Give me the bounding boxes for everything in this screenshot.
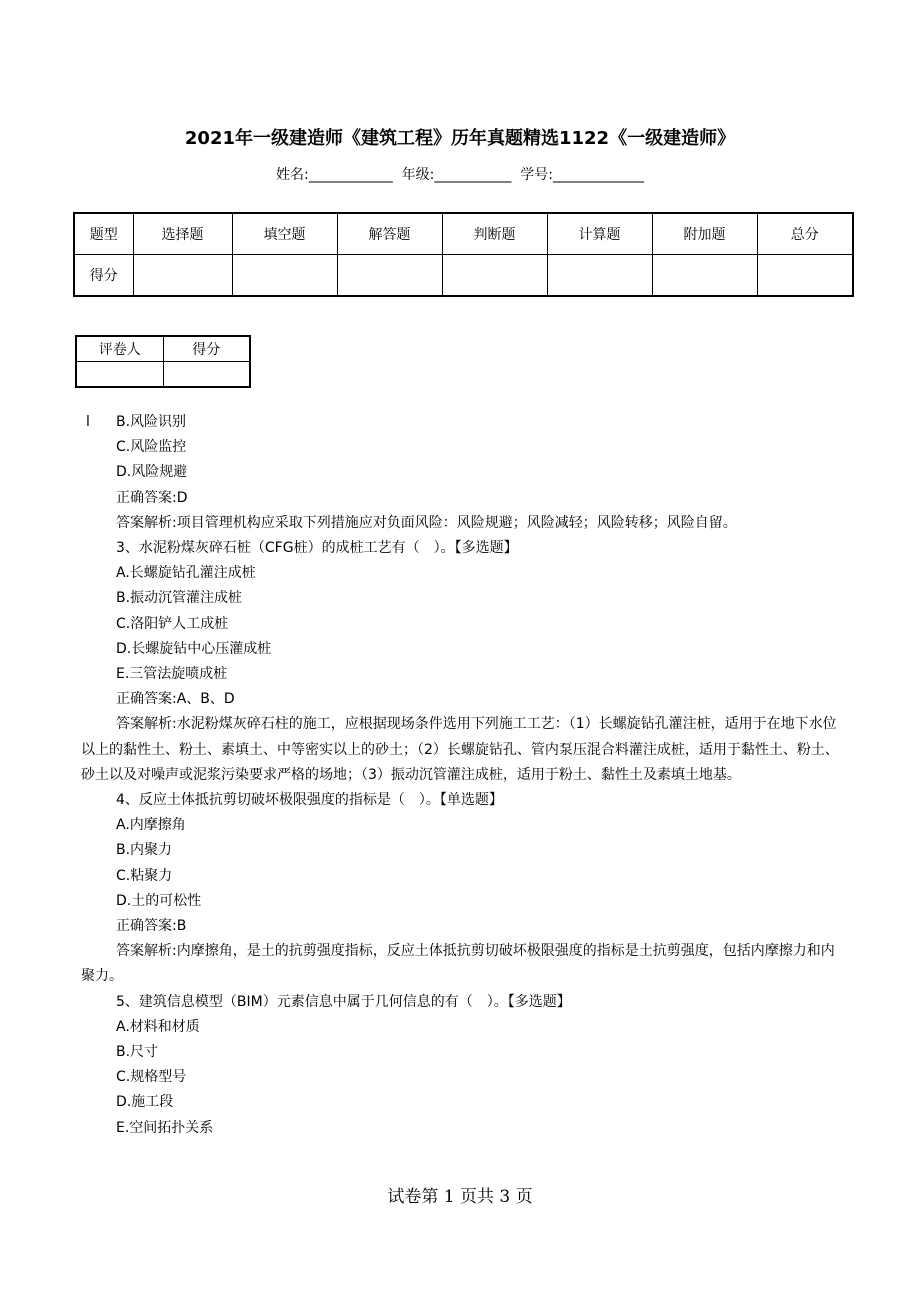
student-info-line: 姓名:____________ 年级:___________ 学号:_____________ <box>276 167 644 183</box>
option-line: B.尺寸 <box>116 1044 159 1061</box>
option-line: D.长螺旋钻中心压灌成桩 <box>116 640 272 657</box>
score-header-cell: 判断题 <box>442 213 547 255</box>
score-header-cell: 填空题 <box>232 213 337 255</box>
score-header-cell: 总分 <box>757 213 853 255</box>
score-table-score-row <box>74 255 853 297</box>
score-table-header-row <box>74 213 853 255</box>
option-line: D.施工段 <box>116 1094 174 1111</box>
option-line: E.三管法旋喷成桩 <box>116 666 228 683</box>
option-line: C.风险监控 <box>116 439 187 456</box>
option-line: B.振动沉管灌注成桩 <box>116 590 243 607</box>
option-line: A.材料和材质 <box>116 1018 200 1035</box>
question-line: 3、水泥粉煤灰碎石桩（CFG桩）的成桩工艺有（ ）。【多选题】 <box>116 540 518 557</box>
score-header-cell: 题型 <box>74 213 133 255</box>
option-line: D.风险规避 <box>116 464 188 481</box>
score-header-cell: 计算题 <box>547 213 652 255</box>
question-content <box>81 410 841 1141</box>
score-header-cell: 选择题 <box>133 213 232 255</box>
explanation-line: 答案解析:项目管理机构应采取下列措施应对负面风险：风险规避；风险减轻；风险转移；风险自留。 <box>116 514 737 531</box>
score-table <box>73 212 854 297</box>
answer-line: 正确答案:B <box>116 918 187 935</box>
option-line: C.规格型号 <box>116 1069 187 1086</box>
score-cell <box>547 255 652 297</box>
grader-table <box>75 335 251 388</box>
option-line: C.洛阳铲人工成桩 <box>116 615 229 632</box>
page-footer: 试卷第 1 页共 3 页 <box>387 1187 533 1207</box>
option-line: D.土的可松性 <box>116 892 202 909</box>
explanation-line: 答案解析:内摩擦角，是土的抗剪强度指标，反应土体抵抗剪切破坏极限强度的指标是土抗剪强度，包括内摩擦力和内聚力。 <box>81 943 835 985</box>
question-line: 5、建筑信息模型（BIM）元素信息中属于几何信息的有（ ）。【多选题】 <box>116 993 571 1010</box>
grader-cell <box>76 362 163 388</box>
option-line: B.风险识别 <box>116 414 187 430</box>
score-cell <box>337 255 442 297</box>
score-cell <box>232 255 337 297</box>
score-header-cell: 附加题 <box>652 213 757 255</box>
option-line: C.粘聚力 <box>116 867 173 884</box>
margin-marker: l <box>86 414 90 430</box>
answer-line: 正确答案:A、B、D <box>116 691 235 708</box>
option-line: A.长螺旋钻孔灌注成桩 <box>116 565 256 582</box>
answer-line: 正确答案:D <box>116 489 188 506</box>
score-cell <box>757 255 853 297</box>
grader-table-header-row <box>76 336 250 362</box>
exam-title: 2021年一级建造师《建筑工程》历年真题精选1122《一级建造师》 <box>184 128 736 149</box>
question-line: 4、反应土体抵抗剪切破坏极限强度的指标是（ ）。【单选题】 <box>116 792 503 809</box>
option-line: A.内摩擦角 <box>116 817 186 834</box>
score-row-label: 得分 <box>74 255 133 297</box>
explanation-line: 答案解析:水泥粉煤灰碎石柱的施工，应根据现场条件选用下列施工工艺：（1）长螺旋钻孔灌注桩，适用于在地下水位以上的黏性土、粉土、素填土、中等密实以上的砂土；（2）长螺旋钻孔、管内泵压混合料灌注成桩，适用于黏性土、粉土、砂土以及对噪声或泥浆污染要求严格的场地；（3）振动沉管灌注成桩，适用于粉土、黏性土及素填土地基。 <box>81 716 839 783</box>
option-line: E.空间拓扑关系 <box>116 1119 214 1136</box>
score-cell <box>442 255 547 297</box>
score-cell <box>652 255 757 297</box>
grader-header-cell: 得分 <box>163 336 250 362</box>
score-header-cell: 解答题 <box>337 213 442 255</box>
grader-table-blank-row <box>76 362 250 388</box>
grader-cell <box>163 362 250 388</box>
score-cell <box>133 255 232 297</box>
option-line: B.内聚力 <box>116 842 173 859</box>
grader-header-cell: 评卷人 <box>76 336 163 362</box>
